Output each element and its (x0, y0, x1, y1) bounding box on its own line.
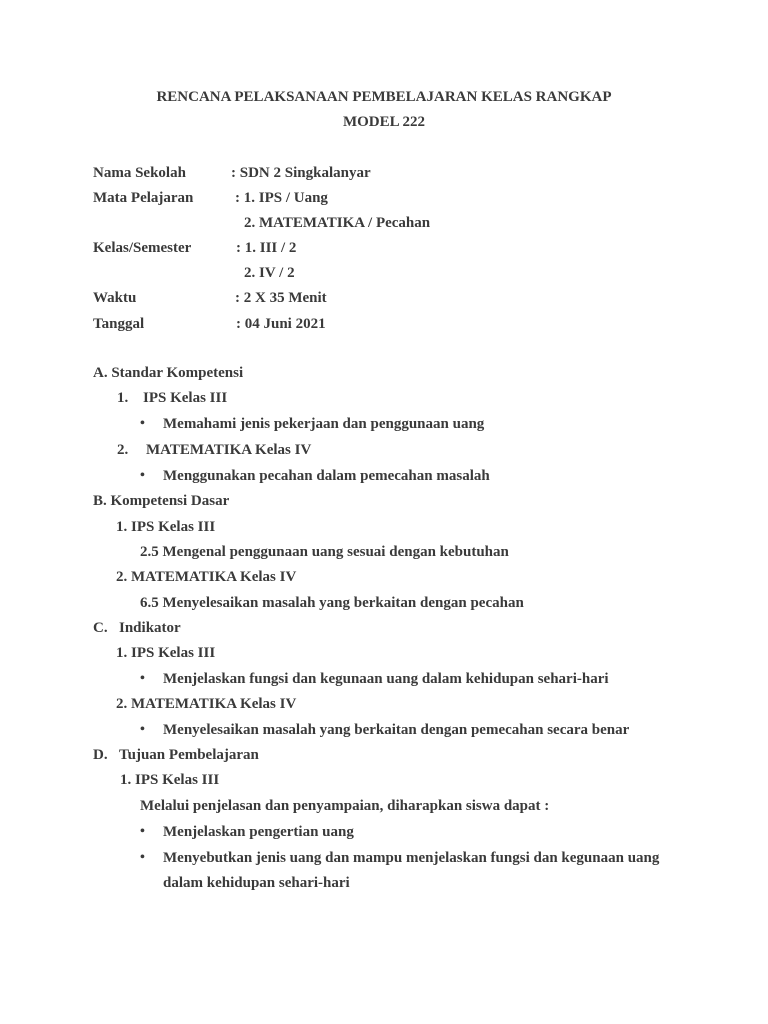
section-a-item2-title: MATEMATIKA Kelas IV (146, 442, 312, 458)
section-c-item2-title: 2. MATEMATIKA Kelas IV (116, 696, 297, 712)
section-d-letter: D. (93, 747, 108, 763)
section-c-item1-bullet: Menjelaskan fungsi dan kegunaan uang dalam kehidupan sehari-hari (163, 671, 609, 687)
bullet-icon: • (140, 850, 145, 865)
subject-value-1: : 1. IPS / Uang (235, 190, 328, 206)
bullet-icon: • (140, 468, 145, 483)
time-label: Waktu (93, 290, 137, 306)
section-d-bullet1: Menjelaskan pengertian uang (163, 824, 354, 840)
subject-label: Mata Pelajaran (93, 190, 194, 206)
bullet-icon: • (140, 722, 145, 737)
section-d-bullet2-line2: dalam kehidupan sehari-hari (163, 875, 350, 891)
time-value: : 2 X 35 Menit (235, 290, 327, 306)
school-value: : SDN 2 Singkalanyar (231, 165, 371, 181)
section-b-item1-title: 1. IPS Kelas III (116, 519, 216, 535)
section-d-heading: Tujuan Pembelajaran (119, 747, 259, 763)
subject-value-2: 2. MATEMATIKA / Pecahan (244, 215, 431, 231)
section-b-item2-title: 2. MATEMATIKA Kelas IV (116, 569, 297, 585)
section-d-bullet2-line1: Menyebutkan jenis uang dan mampu menjelaskan fungsi dan kegunaan uang (163, 850, 660, 866)
section-c-heading: Indikator (119, 620, 181, 636)
bullet-icon: • (140, 824, 145, 839)
section-a-item2-number: 2. (117, 442, 129, 458)
section-b-heading: B. Kompetensi Dasar (93, 493, 230, 509)
school-label: Nama Sekolah (93, 165, 186, 181)
bullet-icon: • (140, 416, 145, 431)
date-value: : 04 Juni 2021 (236, 316, 326, 332)
date-label: Tanggal (93, 316, 145, 332)
section-a-item1-title: IPS Kelas III (143, 390, 228, 406)
class-value-1: : 1. III / 2 (236, 240, 297, 256)
section-a-item1-number: 1. (117, 390, 129, 406)
section-a-item1-bullet: Memahami jenis pekerjaan dan penggunaan uang (163, 416, 485, 432)
bullet-icon: • (140, 671, 145, 686)
section-c-item1-title: 1. IPS Kelas III (116, 645, 216, 661)
section-b-item1-text: 2.5 Mengenal penggunaan uang sesuai dengan kebutuhan (140, 544, 509, 560)
document-title: RENCANA PELAKSANAAN PEMBELAJARAN KELAS RANGKAP (156, 89, 612, 105)
section-b-item2-text: 6.5 Menyelesaikan masalah yang berkaitan dengan pecahan (140, 595, 524, 611)
class-value-2: 2. IV / 2 (244, 265, 295, 281)
class-label: Kelas/Semester (93, 240, 192, 256)
section-c-item2-bullet: Menyelesaikan masalah yang berkaitan dengan pemecahan secara benar (163, 722, 630, 738)
section-c-letter: C. (93, 620, 108, 636)
document-subtitle: MODEL 222 (342, 114, 426, 130)
section-d-item1-title: 1. IPS Kelas III (120, 772, 220, 788)
section-d-intro: Melalui penjelasan dan penyampaian, diharapkan siswa dapat : (140, 798, 550, 814)
section-a-item2-bullet: Menggunakan pecahan dalam pemecahan masalah (163, 468, 490, 484)
section-a-heading: A. Standar Kompetensi (93, 365, 244, 381)
